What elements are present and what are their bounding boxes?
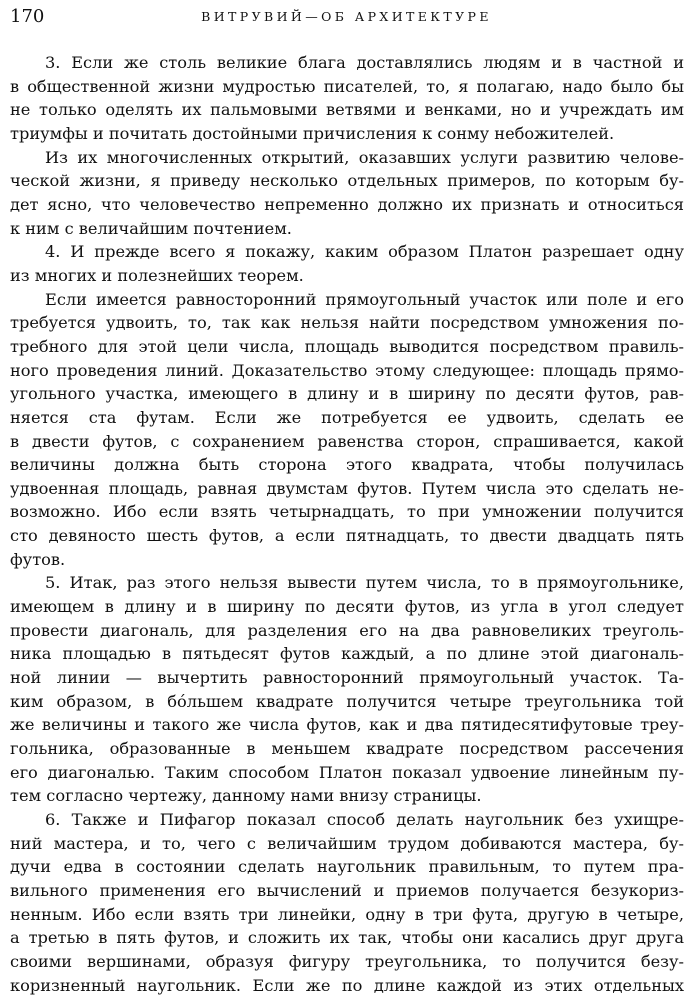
page-number: 170 — [10, 6, 45, 27]
text-line: ний мастера, и то, чего с величайшим трудом добиваются мастера, бу- — [10, 833, 684, 853]
text-line: к ним с величайшим почтением. — [10, 218, 292, 238]
text-line: имеющем в длину и в ширину по десяти футов, из угла в угол следует — [10, 597, 684, 617]
text-line: величины должна быть сторона этого квадрата, чтобы получилась — [10, 455, 684, 475]
text-line: няется ста футам. Если же потребуется ее удвоить, сделать ее — [10, 407, 684, 427]
text-line: возможно. Ибо если взять четырнадцать, то при умножении получится — [10, 502, 684, 522]
text-line: ного проведения линий. Доказательство этому следующее: площадь прямо- — [10, 360, 684, 380]
text-line: 6. Также и Пифагор показал способ делать наугольник без ухищре- — [45, 810, 684, 829]
text-line: дучи едва в состоянии сделать наугольник правильным, то путем пра- — [10, 857, 684, 877]
text-line: дет ясно, что человечество непременно должно их признать и относиться — [10, 194, 684, 214]
text-line: своими вершинами, образуя фигуру треугольника, то получится безу- — [10, 951, 684, 971]
text-line: ной линии — вычертить равносторонний прямоугольный участок. Та- — [10, 668, 684, 688]
text-line: сто девяносто шесть футов, а если пятнадцать, то двести двадцать пять — [10, 526, 684, 546]
page-body-text — [10, 51, 684, 997]
text-line: в общественной жизни мудростью писателей, то, я полагаю, надо было бы — [10, 76, 684, 96]
text-line: 4. И прежде всего я покажу, каким образом Платон разрешает одну — [45, 242, 684, 262]
text-line: триумфы и почитать достойными причисления к сонму небожителей. — [10, 123, 615, 143]
text-line: угольного участка, имеющего в длину и в ширину по десяти футов, рав- — [10, 384, 684, 404]
text-line: же величины и такого же числа футов, как и два пятидесятифутовые треу- — [10, 715, 684, 735]
running-head: ВИТРУВИЙ—ОБ АРХИТЕКТУРЕ — [201, 9, 492, 24]
text-line: 5. Итак, раз этого нельзя вывести путем числа, то в прямоугольнике, — [45, 573, 684, 593]
text-line: Если имеется равносторонний прямоугольный участок или поле и его — [45, 289, 684, 309]
text-line: коризненный наугольник. Если же по длине каждой из этих отдельных — [10, 975, 684, 995]
text-line: тем согласно чертежу, данному нами внизу страницы. — [10, 786, 482, 806]
text-line: ника площадью в пятьдесят футов каждый, а по длине этой диагональ- — [10, 644, 684, 664]
page-header — [10, 6, 683, 30]
text-line: требуется удвоить, то, так как нельзя найти посредством умножения по- — [10, 313, 684, 333]
text-line: ненным. Ибо если взять три линейки, одну в три фута, другую в четыре, — [10, 904, 684, 924]
text-line: в двести футов, с сохранением равенства сторон, спрашивается, какой — [10, 431, 684, 451]
text-line: Из их многочисленных открытий, оказавших услуги развитию челове- — [45, 147, 684, 167]
text-line: гольника, образованные в меньшем квадрате посредством рассечения — [10, 739, 684, 759]
text-line: а третью в пять футов, и сложить их так, чтобы они касались друг друга — [10, 928, 684, 948]
text-line: 3. Если же столь великие блага доставлялись людям и в частной и — [45, 53, 684, 72]
text-line: ческой жизни, я приведу несколько отдельных примеров, по которым бу- — [10, 171, 684, 191]
text-line: требного для этой цели числа, площадь выводится посредством правиль- — [10, 336, 684, 356]
text-line: из многих и полезнейших теорем. — [10, 265, 304, 285]
text-line: провести диагональ, для разделения его на два равновеликих треуголь- — [10, 620, 684, 640]
text-line: не только оделять их пальмовыми ветвями и венками, но и учреждать им — [10, 100, 684, 120]
text-line: его диагональю. Таким способом Платон показал удвоение линейным пу- — [10, 762, 684, 782]
text-line: футов. — [10, 549, 66, 569]
text-line: удвоенная площадь, равная двумстам футов. Путем числа это сделать не- — [10, 478, 684, 498]
text-line: ким образом, в бо́льшем квадрате получится четыре треугольника той — [10, 691, 684, 711]
text-line: вильного применения его вычислений и приемов получается безукориз- — [10, 880, 684, 900]
